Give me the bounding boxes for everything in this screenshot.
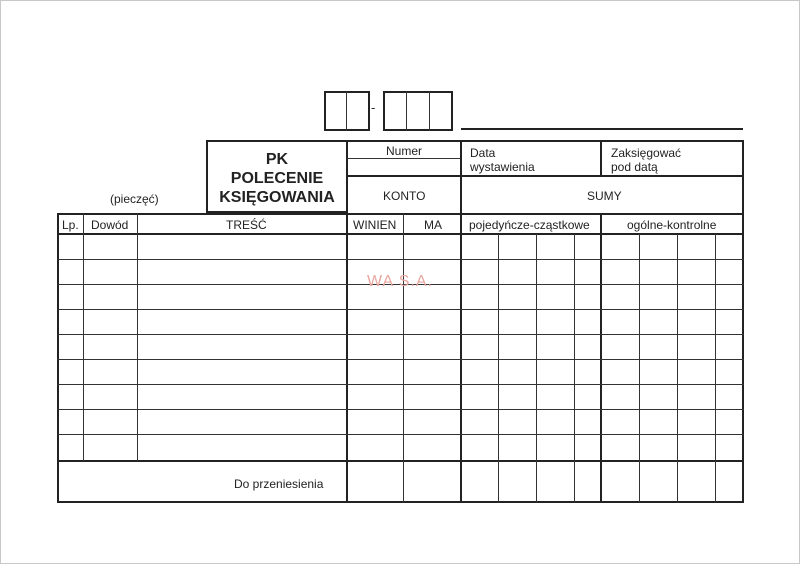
stamp-label: (pieczęć) <box>110 192 159 206</box>
number-box-divider <box>406 91 407 131</box>
sub-column-line <box>536 234 537 503</box>
title-line-1: PK <box>265 151 289 168</box>
number-box-group-left <box>324 91 370 131</box>
table-row <box>57 309 744 310</box>
footer-label: Do przeniesienia <box>234 477 324 491</box>
page-title <box>208 150 346 207</box>
date-line <box>461 128 743 130</box>
column-header-winien: WINIEN <box>353 218 397 232</box>
column-line-dowod <box>137 213 138 461</box>
konto-label: KONTO <box>383 189 426 203</box>
column-line-lp <box>83 213 84 461</box>
title-line-3: KSIĘGOWANIA <box>219 189 335 206</box>
header-divider <box>460 140 462 215</box>
table-row <box>57 384 744 385</box>
number-separator: - <box>371 100 376 115</box>
column-header-divider <box>57 233 744 235</box>
table-row <box>57 434 744 435</box>
zaksiegowac-label-line-2: pod datą <box>611 160 658 174</box>
column-line-tresc <box>346 213 348 503</box>
sub-column-line <box>574 234 575 503</box>
column-line-ma <box>460 213 462 503</box>
sub-column-line <box>715 234 716 503</box>
sumy-label: SUMY <box>587 189 622 203</box>
column-line-pojedyncze <box>600 213 602 503</box>
table-row <box>57 359 744 360</box>
number-box-divider <box>346 91 347 131</box>
numer-underline <box>347 158 460 159</box>
sub-column-line <box>639 234 640 503</box>
sub-column-line <box>498 234 499 503</box>
table-row <box>57 334 744 335</box>
data-label-line-2: wystawienia <box>470 160 535 174</box>
column-header-tresc: TREŚĆ <box>226 218 267 232</box>
column-header-pojedyncze: pojedyńcze-cząstkowe <box>469 218 590 232</box>
footer-divider <box>57 460 744 462</box>
data-label <box>470 146 535 174</box>
table-row <box>57 409 744 410</box>
number-box-divider <box>429 91 430 131</box>
header-divider <box>600 140 602 176</box>
title-line-2: POLECENIE <box>230 170 324 187</box>
table-row <box>57 259 744 260</box>
column-header-ma: MA <box>424 218 442 232</box>
header-divider <box>346 175 744 177</box>
column-header-ogolne: ogólne-kontrolne <box>627 218 717 232</box>
column-header-lp: Lp. <box>62 218 79 232</box>
column-header-dowod: Dowód <box>91 218 129 232</box>
sub-column-line <box>677 234 678 503</box>
numer-label: Numer <box>386 144 423 158</box>
column-line-winien <box>403 213 404 503</box>
zaksiegowac-label <box>611 146 681 174</box>
data-label-line-1: Data <box>470 146 496 160</box>
watermark: WA S.A. <box>367 273 433 290</box>
number-box-group-right <box>383 91 453 131</box>
zaksiegowac-label-line-1: Zaksięgować <box>611 146 682 160</box>
